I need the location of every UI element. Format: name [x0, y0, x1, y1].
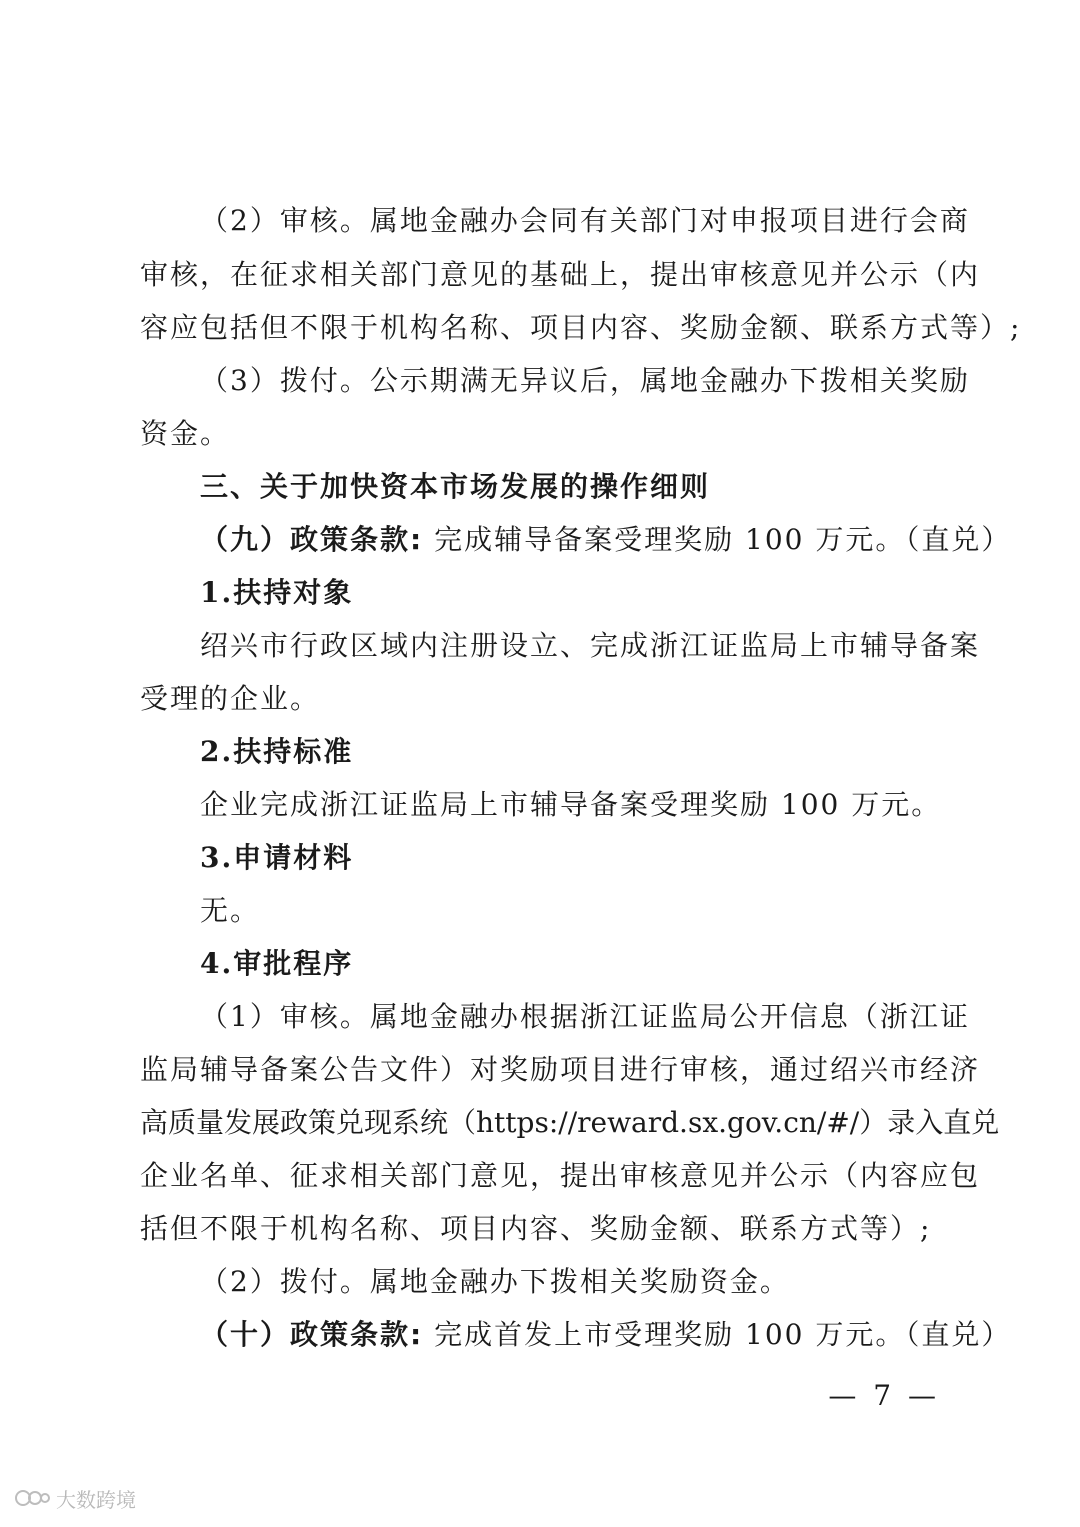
policy-clause-9	[200, 520, 1012, 560]
paragraph-line: 审核，在征求相关部门意见的基础上，提出审核意见并公示（内	[140, 258, 981, 291]
watermark-text: 大数跨境	[56, 1487, 136, 1512]
clause-text: 完成辅导备案受理奖励 100 万元。（直兑）	[434, 523, 1012, 556]
paragraph-line: （1）审核。属地金融办根据浙江证监局公开信息（浙江证	[200, 1000, 970, 1033]
paragraph-line: 企业名单、征求相关部门意见，提出审核意见并公示（内容应包	[140, 1159, 981, 1192]
page-number: — 7 —	[828, 1379, 940, 1412]
paragraph-line: 容应包括但不限于机构名称、项目内容、奖励金额、联系方式等）;	[140, 311, 1022, 344]
paragraph-line: （3）拨付。公示期满无异议后，属地金融办下拨相关奖励	[200, 364, 970, 397]
paragraph-line: 资金。	[140, 417, 231, 450]
paragraph-line: 绍兴市行政区域内注册设立、完成浙江证监局上市辅导备案	[200, 629, 981, 662]
subheading: 4.审批程序	[200, 947, 354, 980]
watermark-logo-icon	[14, 1487, 50, 1509]
clause-label: （九）政策条款:	[200, 523, 424, 556]
paragraph-line: 无。	[200, 894, 261, 927]
paragraph-line: 受理的企业。	[140, 682, 321, 715]
watermark	[14, 1483, 136, 1513]
paragraph-line: 括但不限于机构名称、项目内容、奖励金额、联系方式等）;	[140, 1212, 932, 1245]
subheading: 1.扶持对象	[200, 576, 354, 609]
clause-text: 完成首发上市受理奖励 100 万元。（直兑）	[434, 1318, 1012, 1351]
paragraph-line: 监局辅导备案公告文件）对奖励项目进行审核，通过绍兴市经济	[140, 1053, 981, 1086]
paragraph-line: 企业完成浙江证监局上市辅导备案受理奖励 100 万元。	[200, 788, 942, 821]
paragraph-line: （2）拨付。属地金融办下拨相关奖励资金。	[200, 1265, 790, 1298]
subheading: 3.申请材料	[200, 841, 354, 874]
section-heading: 三、关于加快资本市场发展的操作细则	[200, 470, 711, 503]
subheading: 2.扶持标准	[200, 735, 354, 768]
clause-label: （十）政策条款:	[200, 1318, 424, 1351]
paragraph-line: 高质量发展政策兑现系统（https://reward.sx.gov.cn/#/）录入直兑	[140, 1106, 1000, 1139]
policy-clause-10	[200, 1315, 1012, 1355]
paragraph-line: （2）审核。属地金融办会同有关部门对申报项目进行会商	[200, 204, 970, 237]
